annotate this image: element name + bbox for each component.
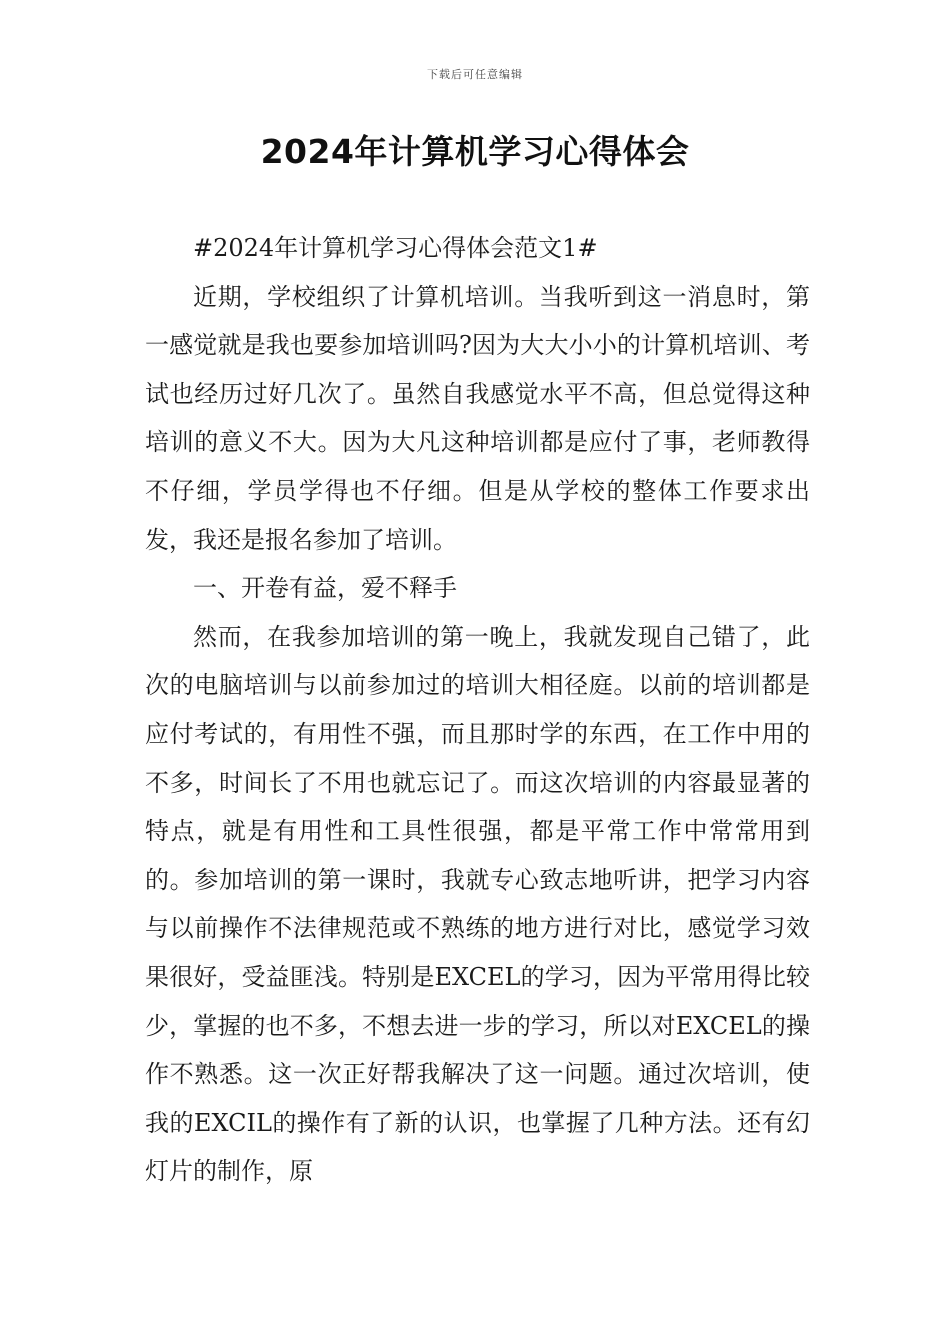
header-note: 下载后可任意编辑 xyxy=(427,68,523,81)
subsection-heading: 一、开卷有益，爱不释手 xyxy=(193,574,457,603)
document-title: 2024年计算机学习心得体会 xyxy=(260,132,690,171)
document-body xyxy=(145,224,810,1196)
paragraph: 然而，在我参加培训的第一晚上，我就发现自己错了，此次的电脑培训与以前参加过的培训大相径庭。以前的培训都是应付考试的，有用性不强，而且那时学的东西，在工作中用的不多，时间长了不用也就忘记了。而这次培训的内容最显著的特点，就是有用性和工具性很强，都是平常工作中常常用到的。参加培训的第一课时，我就专心致志地听讲，把学习内容与以前操作不法律规范或不熟练的地方进行对比，感觉学习效果很好，受益匪浅。特别是EXCEL的学习，因为平常用得比较少，掌握的也不多，不想去进一步的学习，所以对EXCEL的操作不熟悉。这一次正好帮我解决了这一问题。通过次培训，使我的EXCIL的操作有了新的认识，也掌握了几种方法。还有幻灯片的制作，原 xyxy=(145,622,810,1186)
section-heading: #2024年计算机学习心得体会范文1# xyxy=(193,234,598,262)
paragraph: 近期，学校组织了计算机培训。当我听到这一消息时，第一感觉就是我也要参加培训吗?因为大大小小的计算机培训、考试也经历过好几次了。虽然自我感觉水平不高，但总觉得这种培训的意义不大。因为大凡这种培训都是应付了事，老师教得不仔细，学员学得也不仔细。但是从学校的整体工作要求出发，我还是报名参加了培训。 xyxy=(145,282,810,554)
